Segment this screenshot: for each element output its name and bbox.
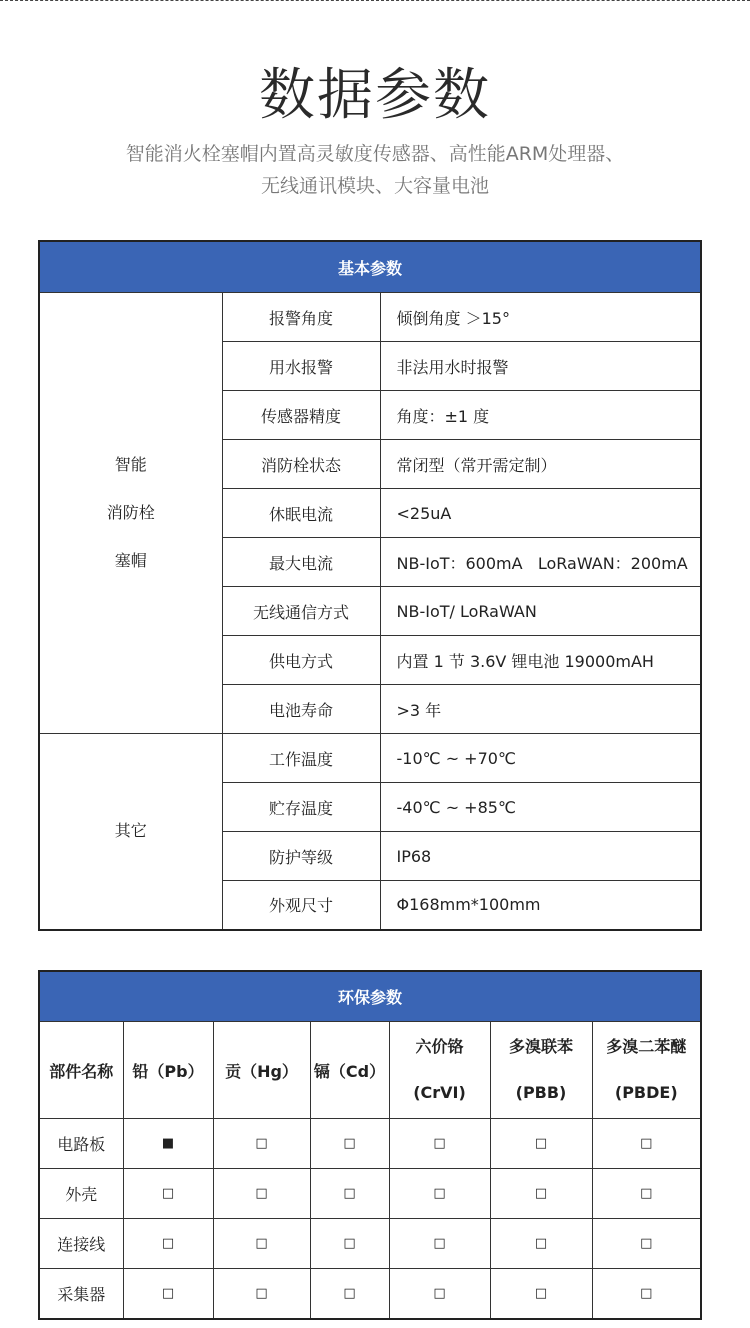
param-name: 工作温度	[222, 734, 380, 783]
param-value: -10℃ ~ +70℃	[380, 734, 701, 783]
substance-mark: □	[213, 1119, 310, 1169]
substance-mark: □	[310, 1169, 389, 1219]
substance-mark: □	[490, 1119, 592, 1169]
param-name: 无线通信方式	[222, 587, 380, 636]
substance-mark: □	[592, 1269, 701, 1320]
param-value: NB-IoT/ LoRaWAN	[380, 587, 701, 636]
column-header-cadmium: 镉（Cd）	[310, 1022, 389, 1119]
substance-mark: ■	[123, 1119, 213, 1169]
basic-params-table	[38, 240, 702, 931]
param-value: 角度：±1 度	[380, 391, 701, 440]
table-row	[39, 1269, 701, 1320]
page-title: 数据参数	[259, 63, 491, 128]
substance-mark: □	[213, 1169, 310, 1219]
category-other	[39, 734, 222, 930]
param-name: 报警角度	[222, 293, 380, 342]
param-name: 外观尺寸	[222, 881, 380, 930]
substance-mark: □	[213, 1269, 310, 1320]
param-value: NB-IoT：600mA LoRaWAN：200mA	[380, 538, 701, 587]
subtitle-line-2: 无线通讯模块、大容量电池	[260, 175, 489, 197]
param-name: 传感器精度	[222, 391, 380, 440]
param-value: -40℃ ~ +85℃	[380, 783, 701, 832]
substance-mark: □	[310, 1219, 389, 1269]
column-header-chromium: 六价铬 (CrVI)	[389, 1022, 490, 1119]
table-row	[39, 1119, 701, 1169]
category-line: 其它	[114, 821, 147, 841]
subtitle-line-1: 智能消火栓塞帽内置高灵敏度传感器、高性能ARM处理器、	[125, 143, 625, 165]
substance-mark: □	[389, 1119, 490, 1169]
substance-mark: □	[592, 1219, 701, 1269]
column-header-lead: 铅（Pb）	[123, 1022, 213, 1119]
substance-mark: □	[123, 1269, 213, 1320]
substance-mark: □	[123, 1219, 213, 1269]
substance-mark: □	[490, 1219, 592, 1269]
env-params-table	[38, 970, 702, 1320]
env-params-header: 环保参数	[39, 971, 701, 1022]
page-subtitle	[0, 138, 750, 202]
param-name: 贮存温度	[222, 783, 380, 832]
param-name: 消防栓状态	[222, 440, 380, 489]
param-value: 倾倒角度 ＞15°	[380, 293, 701, 342]
part-name: 电路板	[39, 1119, 123, 1169]
substance-mark: □	[389, 1169, 490, 1219]
part-name: 外壳	[39, 1169, 123, 1219]
substance-mark: □	[389, 1269, 490, 1320]
param-value: Φ168mm*100mm	[380, 881, 701, 930]
substance-mark: □	[592, 1169, 701, 1219]
column-header-part-name: 部件名称	[39, 1022, 123, 1119]
basic-params-header: 基本参数	[39, 241, 701, 293]
category-line: 塞帽	[114, 551, 147, 570]
param-name: 休眠电流	[222, 489, 380, 538]
param-value: 常闭型（常开需定制）	[380, 440, 701, 489]
param-name: 用水报警	[222, 342, 380, 391]
substance-mark: □	[490, 1169, 592, 1219]
param-name: 最大电流	[222, 538, 380, 587]
substance-mark: □	[490, 1269, 592, 1320]
substance-mark: □	[310, 1119, 389, 1169]
substance-mark: □	[310, 1269, 389, 1320]
table-row	[39, 1169, 701, 1219]
substance-mark: □	[123, 1169, 213, 1219]
substance-mark: □	[213, 1219, 310, 1269]
column-header-pbb: 多溴联苯 (PBB)	[490, 1022, 592, 1119]
param-name: 供电方式	[222, 636, 380, 685]
param-value: >3 年	[380, 685, 701, 734]
param-name: 防护等级	[222, 832, 380, 881]
category-line: 智能	[114, 455, 147, 474]
column-header-mercury: 贡（Hg）	[213, 1022, 310, 1119]
param-value: 内置 1 节 3.6V 锂电池 19000mAH	[380, 636, 701, 685]
part-name: 采集器	[39, 1269, 123, 1320]
param-name: 电池寿命	[222, 685, 380, 734]
category-line: 消防栓	[106, 503, 155, 522]
table-row	[39, 1219, 701, 1269]
param-value: <25uA	[380, 489, 701, 538]
part-name: 连接线	[39, 1219, 123, 1269]
substance-mark: □	[389, 1219, 490, 1269]
category-smart-hydrant-cap	[39, 293, 222, 734]
param-value: 非法用水时报警	[380, 342, 701, 391]
substance-mark: □	[592, 1119, 701, 1169]
top-divider	[0, 0, 750, 1]
param-value: IP68	[380, 832, 701, 881]
column-header-pbde: 多溴二苯醚 (PBDE)	[592, 1022, 701, 1119]
